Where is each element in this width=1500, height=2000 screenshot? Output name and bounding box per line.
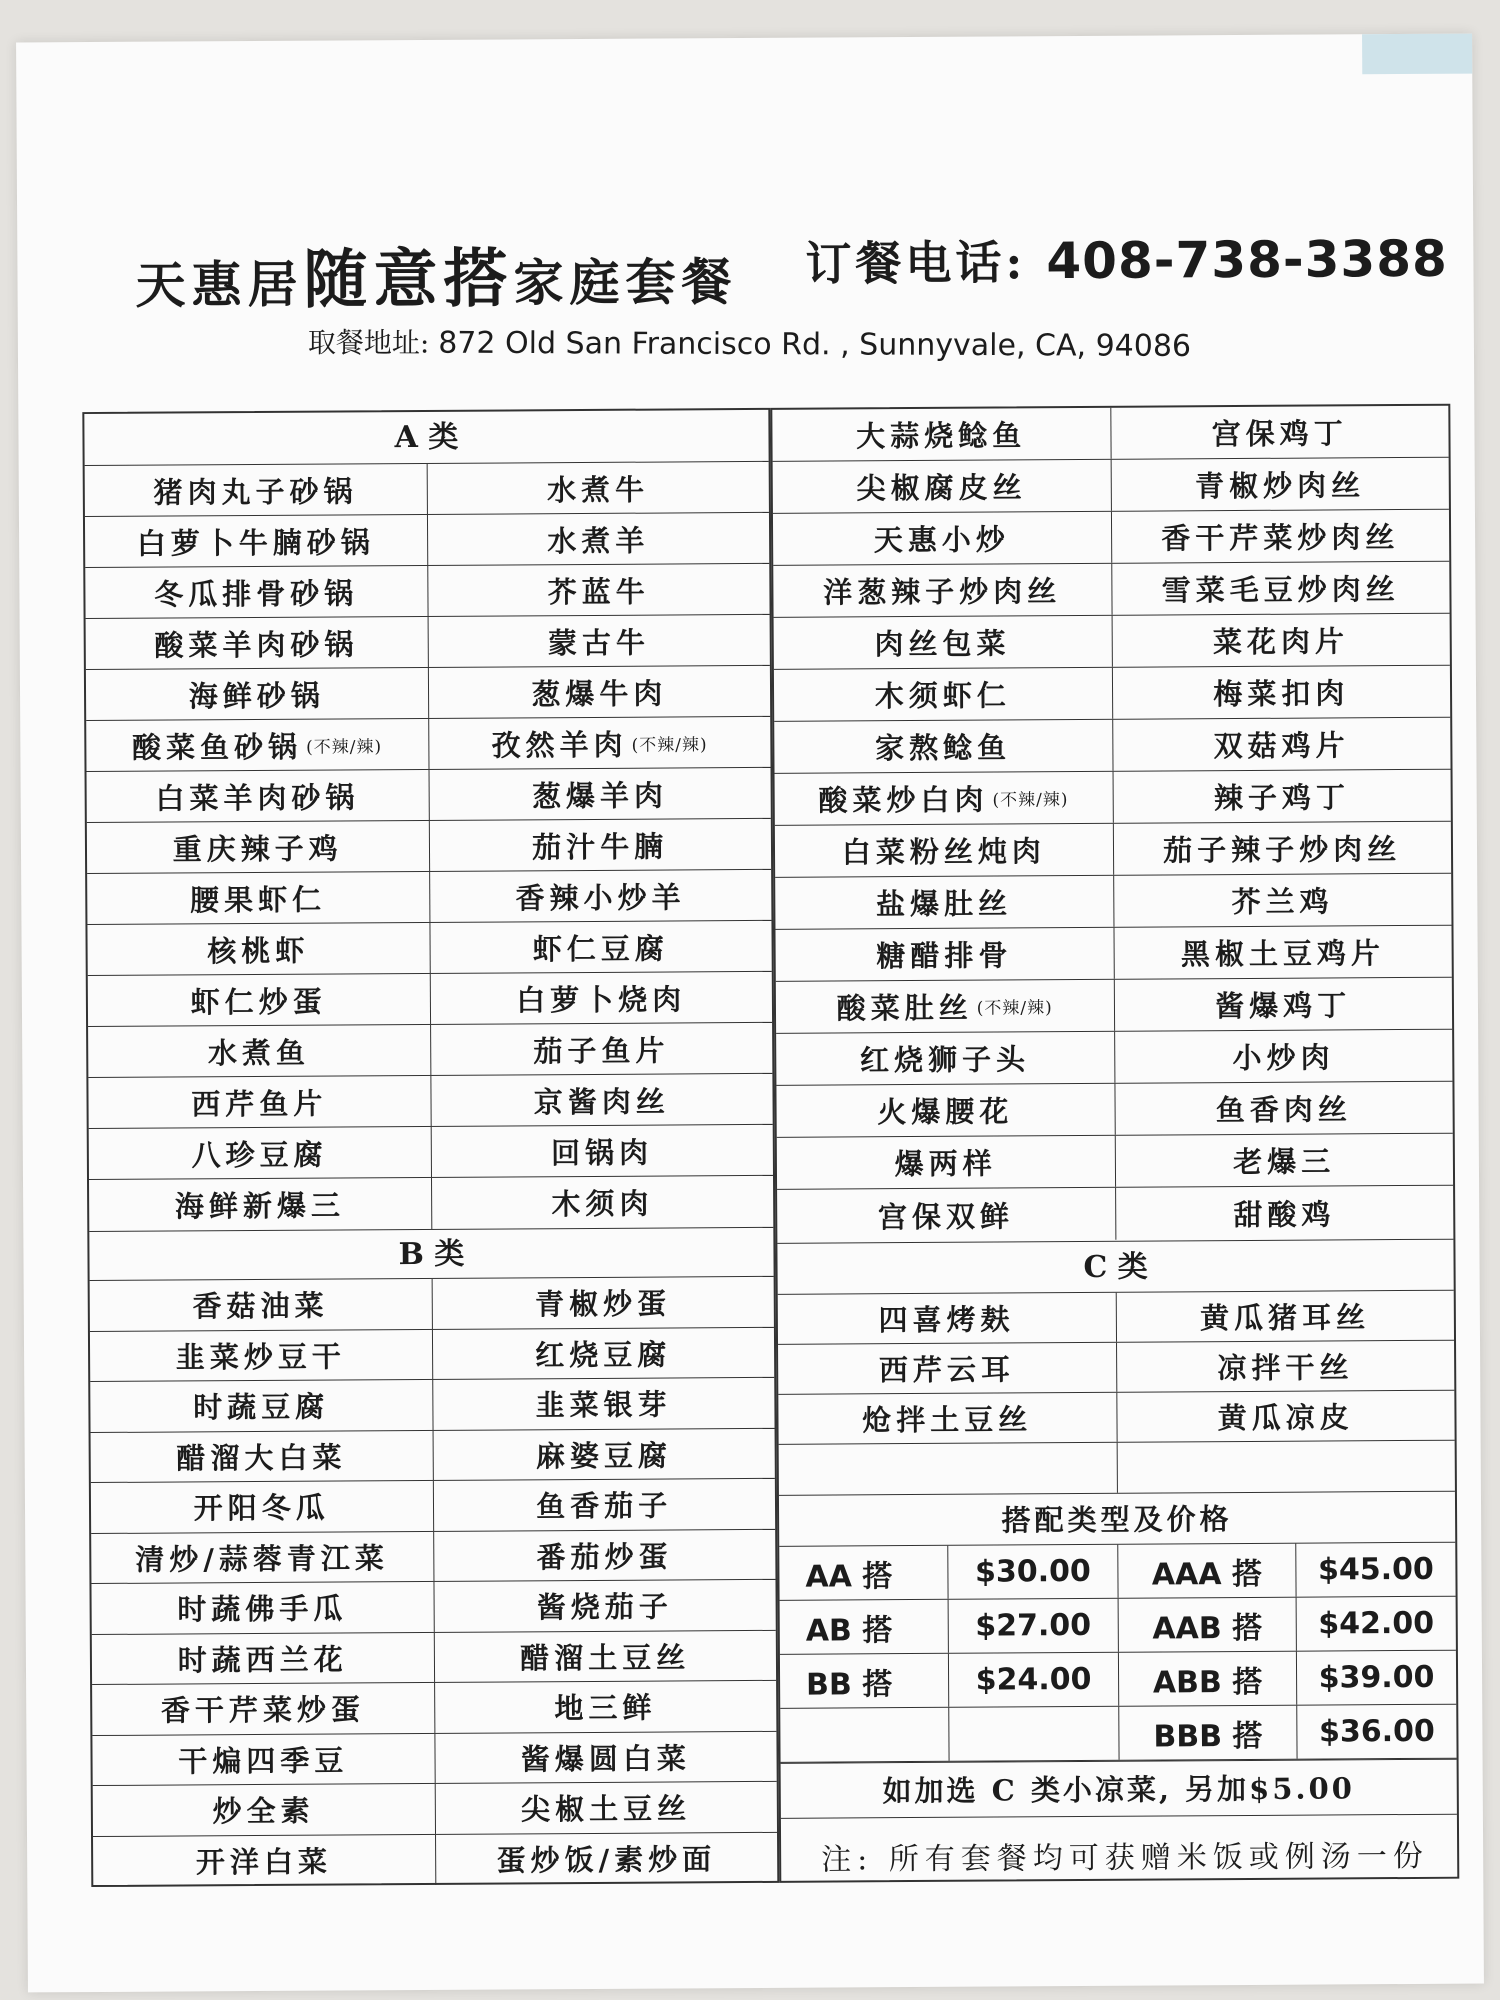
menu-row xyxy=(87,819,771,874)
menu-row xyxy=(772,406,1448,462)
pricing-table xyxy=(779,1543,1456,1763)
menu-item-label: 韭菜炒豆干 xyxy=(175,1339,346,1375)
menu-item xyxy=(90,1279,432,1331)
price-row xyxy=(779,1543,1455,1601)
menu-item xyxy=(430,1125,773,1177)
menu-item xyxy=(93,1784,435,1836)
menu-item-label: 黄瓜猪耳丝 xyxy=(1200,1300,1371,1336)
menu-row xyxy=(85,564,769,619)
menu-item-label: 鱼香肉丝 xyxy=(1215,1092,1352,1128)
menu-item xyxy=(1114,1030,1453,1083)
menu-item xyxy=(773,512,1111,565)
menu-item xyxy=(1114,1082,1453,1135)
menu-item xyxy=(86,668,428,720)
menu-item xyxy=(775,876,1113,929)
menu-row xyxy=(774,614,1450,670)
menu-item-label: 时蔬豆腐 xyxy=(193,1389,330,1425)
combo-price: $36.00 xyxy=(1296,1705,1456,1759)
menu-item-label: 水煮鱼 xyxy=(207,1035,311,1070)
menu-item xyxy=(1112,770,1451,823)
menu-row xyxy=(778,1291,1454,1345)
menu-item-label: 大蒜烧鲶鱼 xyxy=(856,418,1027,454)
menu-row xyxy=(87,768,771,823)
menu-item xyxy=(87,770,429,822)
menu-item xyxy=(86,719,428,771)
menu-item-label: 西芹云耳 xyxy=(878,1352,1016,1388)
menu-item-label: 回锅肉 xyxy=(550,1135,654,1170)
menu-row xyxy=(89,1125,773,1180)
title-highlight: 随意搭 xyxy=(303,241,514,318)
menu-item-label: 老爆三 xyxy=(1233,1144,1336,1180)
menu-item-label: 鱼香茄子 xyxy=(536,1488,673,1524)
address-label: 取餐地址: xyxy=(307,326,430,360)
menu-item-label: 宫保鸡丁 xyxy=(1211,416,1348,452)
menu-header xyxy=(115,182,1448,318)
menu-row xyxy=(85,513,769,568)
menu-item-label: 雪菜毛豆炒肉丝 xyxy=(1161,572,1400,608)
menu-row xyxy=(91,1479,775,1534)
menu-item-label: 茄子鱼片 xyxy=(533,1032,670,1068)
menu-item-label: 红烧豆腐 xyxy=(535,1337,672,1373)
menu-item-label: 香干芹菜炒蛋 xyxy=(160,1692,366,1728)
menu-item xyxy=(1115,1186,1454,1240)
menu-item xyxy=(427,615,770,667)
pricing-title: 搭配类型及价格 xyxy=(779,1491,1455,1547)
menu-item xyxy=(91,1430,433,1482)
menu-item-label: 木须肉 xyxy=(551,1186,654,1222)
menu-item xyxy=(1113,926,1452,979)
menu-item-label: 爆两样 xyxy=(894,1146,997,1182)
menu-item-label: 炒全素 xyxy=(212,1793,315,1829)
menu-row xyxy=(92,1731,776,1786)
menu-item-label: 白萝卜烧肉 xyxy=(516,981,687,1017)
menu-item-label: 小炒肉 xyxy=(1232,1040,1335,1076)
menu-item xyxy=(433,1630,776,1682)
menu-item-label: 干煸四季豆 xyxy=(178,1743,349,1779)
menu-item xyxy=(432,1378,775,1430)
menu-item xyxy=(85,566,427,618)
menu-item xyxy=(434,1731,777,1783)
menu-item-label: 水煮羊 xyxy=(547,523,650,558)
menu-item xyxy=(778,1393,1116,1444)
combo-price: $42.00 xyxy=(1296,1597,1456,1651)
phone-label: 订餐电话: xyxy=(805,235,1027,291)
menu-item xyxy=(773,564,1111,617)
menu-item xyxy=(89,1127,431,1179)
menu-item-label: 水煮牛 xyxy=(546,472,650,507)
menu-item-label: 京酱肉丝 xyxy=(533,1083,670,1119)
spicy-option-note: (不辣/辣) xyxy=(992,790,1069,811)
menu-item xyxy=(432,1428,775,1480)
menu-row xyxy=(776,1082,1452,1138)
menu-row xyxy=(86,717,770,772)
category-a-grid xyxy=(85,462,774,1231)
menu-item-label: 地三鲜 xyxy=(554,1690,657,1726)
menu-item-label: 蛋炒饭/素炒面 xyxy=(496,1842,717,1878)
menu-row xyxy=(91,1580,775,1635)
menu-row xyxy=(774,666,1450,722)
menu-item-label: 八珍豆腐 xyxy=(191,1137,328,1172)
menu-item-label: 清炒/蒜蓉青江菜 xyxy=(135,1540,389,1577)
menu-item-label: 冬瓜排骨砂锅 xyxy=(154,575,359,612)
menu-item xyxy=(91,1481,433,1533)
menu-item xyxy=(90,1380,432,1432)
menu-row xyxy=(88,972,772,1027)
menu-item xyxy=(428,717,771,769)
menu-item xyxy=(427,564,770,616)
menu-row xyxy=(777,1134,1453,1190)
menu-item-label: 时蔬西兰花 xyxy=(177,1642,348,1678)
menu-item xyxy=(1111,562,1450,615)
right-panel xyxy=(770,404,1459,1883)
left-panel xyxy=(82,408,779,1887)
menu-item xyxy=(1112,718,1451,771)
menu-item-label: 虾仁炒蛋 xyxy=(190,984,327,1019)
menu-item-label: 青椒炒肉丝 xyxy=(1194,468,1366,504)
menu-item xyxy=(776,1032,1114,1085)
spicy-option-note: (不辣/辣) xyxy=(976,998,1053,1019)
menu-item-label: 芥兰鸡 xyxy=(1231,884,1334,920)
menu-item-label: 酱爆鸡丁 xyxy=(1215,988,1352,1024)
combo-type xyxy=(780,1708,948,1762)
menu-item xyxy=(426,513,769,565)
menu-item xyxy=(1116,1341,1455,1392)
menu-item xyxy=(87,872,429,924)
menu-item-label: 梅菜扣肉 xyxy=(1213,676,1350,712)
menu-item xyxy=(91,1582,433,1634)
spicy-option-note: (不辣/辣) xyxy=(306,736,383,758)
menu-item xyxy=(93,1834,435,1887)
menu-item xyxy=(435,1832,778,1885)
menu-item-label: 韭菜银芽 xyxy=(535,1387,672,1423)
menu-item-label: 黑椒土豆鸡片 xyxy=(1180,936,1385,972)
menu-item xyxy=(87,821,429,873)
menu-item xyxy=(92,1683,434,1735)
menu-item xyxy=(775,928,1113,981)
menu-item xyxy=(776,1084,1114,1137)
title-rest: 家庭套餐 xyxy=(513,252,738,313)
menu-item-label: 腰果虾仁 xyxy=(189,882,327,917)
menu-sheet xyxy=(16,34,1484,1993)
category-c-header: C 类 xyxy=(777,1239,1453,1295)
combo-type: BB 搭 xyxy=(805,1666,893,1703)
menu-item-label: 芥蓝牛 xyxy=(547,574,650,609)
menu-item-label: 酱烧茄子 xyxy=(536,1589,673,1625)
menu-item-label: 香辣小炒羊 xyxy=(515,879,686,915)
category-a-header: A 类 xyxy=(84,410,768,466)
menu-item xyxy=(430,1074,773,1126)
menu-row xyxy=(775,926,1451,982)
menu-item-label: 盐爆肚丝 xyxy=(875,886,1013,922)
menu-item xyxy=(776,980,1114,1033)
menu-item-label: 虾仁豆腐 xyxy=(532,930,669,966)
menu-item-label: 尖椒腐皮丝 xyxy=(856,470,1027,506)
menu-item-label: 核桃虾 xyxy=(207,933,310,968)
menu-row xyxy=(776,1030,1452,1086)
combo-type: AB 搭 xyxy=(805,1612,893,1649)
menu-title xyxy=(135,226,738,322)
menu-item xyxy=(775,824,1113,877)
menu-item-label: 洋葱辣子炒肉丝 xyxy=(823,574,1062,610)
menu-item-label: 海鲜砂锅 xyxy=(188,678,325,713)
menu-item xyxy=(1110,510,1449,563)
menu-row xyxy=(91,1428,775,1483)
menu-item-label: 酸菜肚丝 xyxy=(836,990,973,1026)
menu-row xyxy=(86,615,770,670)
menu-item xyxy=(778,1343,1116,1394)
menu-item-label: 开阳冬瓜 xyxy=(193,1490,330,1526)
menu-item xyxy=(89,1178,431,1231)
menu-item xyxy=(91,1531,433,1583)
menu-item-label: 甜酸鸡 xyxy=(1233,1196,1336,1232)
menu-item xyxy=(774,720,1112,773)
menu-item xyxy=(86,617,428,669)
menu-item xyxy=(430,1023,773,1075)
menu-item xyxy=(88,1076,430,1128)
menu-item-label: 茄子辣子炒肉丝 xyxy=(1163,832,1402,868)
menu-item-label: 麻婆豆腐 xyxy=(535,1438,673,1474)
menu-row xyxy=(91,1529,775,1584)
menu-row xyxy=(779,1441,1455,1495)
menu-item xyxy=(434,1782,777,1834)
menu-item-label: 青椒炒蛋 xyxy=(534,1286,672,1322)
menu-item-label: 双菇鸡片 xyxy=(1213,728,1350,764)
menu-item-label: 木须虾仁 xyxy=(874,678,1011,714)
menu-row xyxy=(777,1186,1453,1242)
menu-item xyxy=(87,923,429,975)
combo-price: $45.00 xyxy=(1295,1543,1455,1597)
menu-item xyxy=(1113,874,1452,927)
menu-item xyxy=(1110,458,1449,511)
menu-item xyxy=(433,1529,776,1581)
menu-item-label: 时蔬佛手瓜 xyxy=(177,1591,348,1627)
menu-item-label: 四喜烤麸 xyxy=(878,1302,1015,1338)
menu-item xyxy=(92,1632,434,1684)
menu-item-label: 猪肉丸子砂锅 xyxy=(153,473,358,510)
address-text: 872 Old San Francisco Rd. , Sunnyvale, CA, 94086 xyxy=(438,325,1192,364)
menu-item-label: 醋溜大白菜 xyxy=(176,1440,347,1476)
combo-price: $27.00 xyxy=(948,1599,1118,1653)
menu-item-label: 香菇油菜 xyxy=(192,1288,329,1324)
combo-type: AA 搭 xyxy=(805,1558,893,1595)
menu-row xyxy=(778,1341,1454,1395)
menu-item-label: 家熬鲶鱼 xyxy=(875,730,1012,766)
menu-item xyxy=(431,1277,774,1329)
menu-item-label: 番茄炒蛋 xyxy=(536,1539,673,1575)
menu-item-label: 红烧狮子头 xyxy=(859,1042,1031,1078)
menu-row xyxy=(93,1832,777,1887)
menu-item xyxy=(774,668,1112,721)
menu-item-label: 酱爆圆白菜 xyxy=(520,1741,691,1777)
menu-row xyxy=(87,870,771,925)
menu-item-label: 肉丝包菜 xyxy=(874,626,1011,662)
menu-item xyxy=(92,1733,434,1785)
combo-type: AAB 搭 xyxy=(1118,1598,1296,1652)
menu-item xyxy=(779,1443,1117,1495)
menu-item-label: 凉拌干丝 xyxy=(1217,1350,1354,1386)
menu-item xyxy=(1116,1441,1455,1493)
menu-item-label: 尖椒土豆丝 xyxy=(520,1791,692,1827)
category-a-right-grid xyxy=(772,406,1453,1242)
menu-item xyxy=(777,1136,1115,1189)
menu-item xyxy=(432,1479,775,1531)
pickup-address xyxy=(308,321,1191,365)
spicy-option-note: (不辣/辣) xyxy=(631,734,708,756)
price-row xyxy=(780,1597,1456,1655)
menu-row xyxy=(90,1378,774,1433)
menu-item xyxy=(431,1327,774,1379)
menu-item xyxy=(1113,978,1452,1031)
combo-price: $24.00 xyxy=(948,1653,1118,1707)
menu-row xyxy=(90,1277,774,1332)
menu-item-label: 宫保双鲜 xyxy=(877,1198,1015,1234)
menu-item-label: 白萝卜牛腩砂锅 xyxy=(136,524,375,561)
menu-item xyxy=(773,460,1111,513)
menu-item xyxy=(433,1580,776,1632)
menu-item-label: 葱爆牛肉 xyxy=(531,675,668,711)
menu-item-label: 辣子鸡丁 xyxy=(1213,780,1351,816)
menu-row xyxy=(92,1630,776,1685)
menu-item-label: 白菜羊肉砂锅 xyxy=(155,779,360,816)
menu-item-label: 菜花肉片 xyxy=(1212,624,1350,660)
menu-item xyxy=(1111,666,1450,719)
price-row xyxy=(780,1651,1456,1709)
menu-item xyxy=(777,1188,1115,1242)
menu-item-label: 西芹鱼片 xyxy=(191,1086,328,1121)
menu-row xyxy=(775,874,1451,930)
menu-row xyxy=(90,1327,774,1382)
menu-item-label: 葱爆羊肉 xyxy=(531,777,669,813)
menu-item-label: 天惠小炒 xyxy=(873,522,1010,558)
menu-item xyxy=(85,464,427,516)
menu-item-label: 酸菜炒白肉 xyxy=(818,782,989,818)
menu-item-label: 海鲜新爆三 xyxy=(174,1188,346,1224)
menu-item xyxy=(426,462,769,514)
menu-item xyxy=(434,1681,777,1733)
menu-row xyxy=(85,462,769,517)
menu-row xyxy=(775,770,1451,826)
combo-type: ABB 搭 xyxy=(1118,1652,1296,1706)
category-c-grid xyxy=(778,1291,1455,1495)
menu-item xyxy=(775,772,1113,825)
menu-item xyxy=(1115,1291,1454,1342)
menu-item xyxy=(85,515,427,567)
menu-row xyxy=(773,562,1449,618)
menu-item-label: 香干芹菜炒肉丝 xyxy=(1161,520,1400,556)
footnote: 注: 所有套餐均可获赠米饭或例汤一份 xyxy=(821,1838,1429,1878)
menu-item xyxy=(778,1293,1116,1344)
menu-row xyxy=(773,458,1449,514)
menu-row xyxy=(87,921,771,976)
menu-item xyxy=(429,921,772,973)
menu-item-label: 蒙古牛 xyxy=(547,625,651,660)
extra-charge-note: 如加选 C 类小凉菜, 另加$5.00 xyxy=(781,1759,1457,1819)
menu-item-label: 糖醋排骨 xyxy=(876,938,1013,974)
menu-item xyxy=(429,972,772,1024)
combo-type: AAA 搭 xyxy=(1117,1544,1295,1598)
menu-row xyxy=(89,1176,773,1231)
menu-row xyxy=(774,718,1450,774)
menu-item-label: 茄汁牛腩 xyxy=(532,828,669,864)
menu-item xyxy=(1110,406,1449,459)
menu-item xyxy=(1111,614,1450,667)
menu-row xyxy=(88,1023,772,1078)
category-b-header: B 类 xyxy=(89,1227,773,1281)
menu-item xyxy=(427,666,770,718)
menu-item-label: 炝拌土豆丝 xyxy=(862,1402,1033,1438)
menu-item xyxy=(88,1025,430,1077)
menu-row xyxy=(775,822,1451,878)
menu-item xyxy=(774,616,1112,669)
category-b-grid xyxy=(90,1277,778,1887)
menu-item-label: 开洋白菜 xyxy=(195,1844,333,1880)
menu-row xyxy=(92,1681,776,1736)
menu-item-label: 酸菜羊肉砂锅 xyxy=(154,626,359,663)
menu-row xyxy=(773,510,1449,566)
menu-item xyxy=(429,870,772,922)
menu-item xyxy=(1116,1391,1455,1442)
menu-item xyxy=(428,819,771,871)
menu-row xyxy=(93,1782,777,1837)
menu-item xyxy=(1112,822,1451,875)
menu-item xyxy=(428,768,771,820)
menu-row xyxy=(778,1391,1454,1445)
menu-item-label: 火爆腰花 xyxy=(877,1094,1014,1130)
combo-type: BBB 搭 xyxy=(1118,1706,1296,1760)
background-edge xyxy=(1362,34,1472,75)
menu-item xyxy=(88,974,430,1026)
menu-item-label: 孜然羊肉 xyxy=(491,727,628,763)
menu-item xyxy=(431,1176,774,1229)
menu-row xyxy=(88,1074,772,1129)
menu-row xyxy=(86,666,770,721)
brand-name: 天惠居 xyxy=(135,254,304,315)
menu-item-label: 醋溜土豆丝 xyxy=(520,1640,691,1676)
menu-item-label: 黄瓜凉皮 xyxy=(1217,1400,1354,1436)
menu-item-label: 酸菜鱼砂锅 xyxy=(131,729,303,765)
menu-row xyxy=(776,978,1452,1034)
combo-price: $30.00 xyxy=(947,1545,1117,1599)
combo-price xyxy=(948,1707,1118,1761)
menu-item xyxy=(772,408,1110,461)
menu-item xyxy=(90,1329,432,1381)
phone-number: 408-738-3388 xyxy=(1046,229,1448,291)
price-row xyxy=(780,1705,1456,1763)
menu-item-label: 白菜粉丝炖肉 xyxy=(841,834,1046,870)
combo-price: $39.00 xyxy=(1296,1651,1456,1705)
menu-item-label: 重庆辣子鸡 xyxy=(172,830,343,867)
menu-item xyxy=(1114,1134,1453,1187)
order-phone xyxy=(805,224,1448,294)
